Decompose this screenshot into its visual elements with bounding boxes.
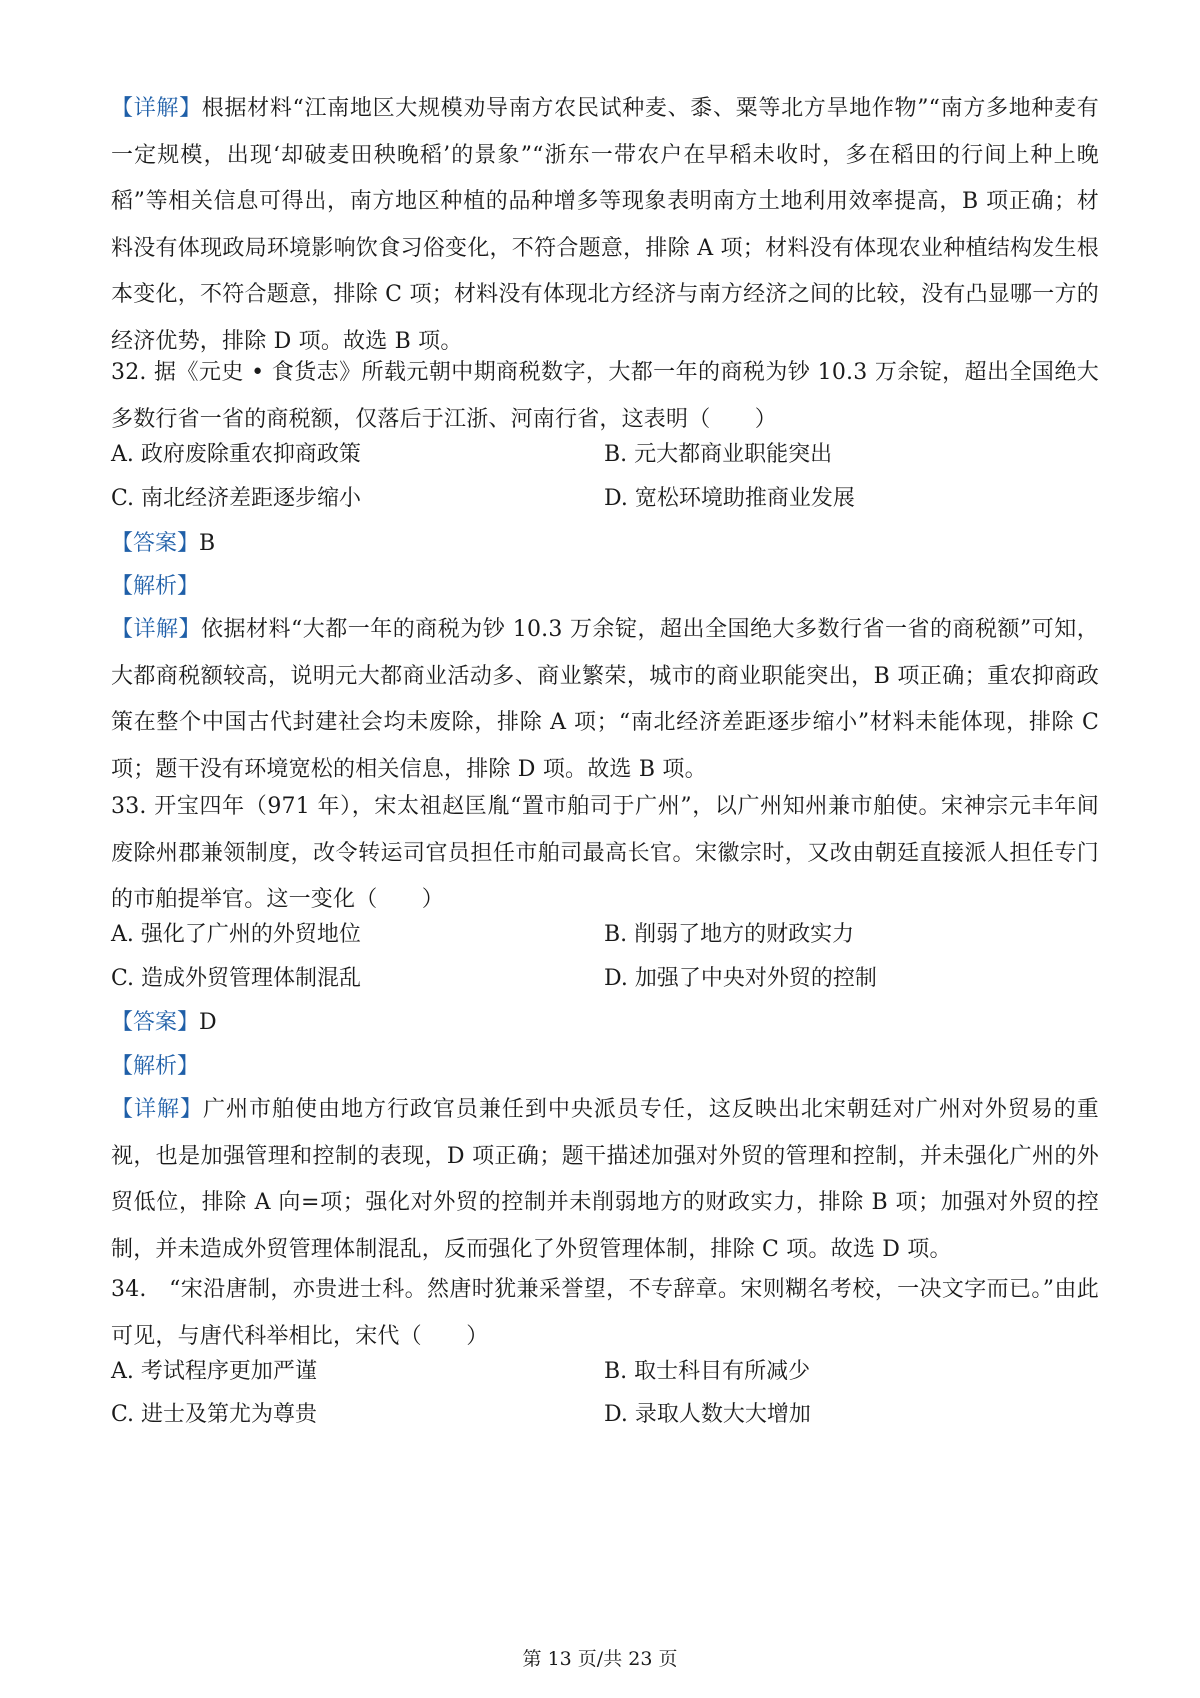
q33-option-d: D. 加强了中央对外贸的控制 [604,966,877,991]
q32-analysis-tag: 【解析】 [111,574,200,599]
q31-detail-text: 根据材料“江南地区大规模劝导南方农民试种麦、黍、粟等北方旱地作物”“南方多地种麦有一定规模，出现‘却破麦田秧晚稻’的景象”“浙东一带农户在早稻未收时，多在稻田的行间上种上晚稻”等相关信息可得出，南方地区种植的品种增多等现象表明南方土地利用效率提高，B 项正确；材料没有体现政局环境影响饮食习俗变化，不符合题意，排除 A 项；材料没有体现农业种植结构发生根本变化，不符合题意，排除 C 项；材料没有体现北方经济与南方经济之间的比较，没有凸显哪一方的经济优势，排除 D 项。故选 B 项。 [111,96,1099,354]
q33-analysis-tag: 【解析】 [111,1054,200,1079]
answer-tag: 【答案】 [111,531,200,556]
detail-tag: 【详解】 [111,617,202,642]
detail-tag: 【详解】 [111,96,202,121]
q32-answer [111,529,215,559]
q33-detail [111,1087,1099,1273]
q34-option-d: D. 录取人数大大增加 [604,1402,811,1427]
q32-stem: 32. 据《元史 • 食货志》所载元朝中期商税数字，大都一年的商税为钞 10.3 万余锭，超出全国绝大多数行省一省的商税额，仅落后于江浙、河南行省，这表明（ ） [111,360,1099,432]
q32-option-c: C. 南北经济差距逐步缩小 [111,486,362,511]
q32-answer-value: B [199,531,216,556]
q33-option-c: C. 造成外贸管理体制混乱 [111,966,362,991]
q33-option-a: A. 强化了广州的外贸地位 [111,922,361,947]
q34-option-c: C. 进士及第尤为尊贵 [111,1402,318,1427]
q32-detail-text: 依据材料“大都一年的商税为钞 10.3 万余锭，超出全国绝大多数行省一省的商税额”可知，大都商税额较高，说明元大都商业活动多、商业繁荣，城市的商业职能突出，B 项正确；重农抑商政策在整个中国古代封建社会均未废除，排除 A 项；“南北经济差距逐步缩小”材料未能体现，排除 C 项；题干没有环境宽松的相关信息，排除 D 项。故选 B 项。 [111,617,1099,782]
q33-option-b: B. 削弱了地方的财政实力 [604,922,855,947]
q32-detail [111,607,1099,793]
q32-option-a: A. 政府废除重农抑商政策 [111,442,361,467]
q34-stem: 34. “宋沿唐制，亦贵进士科。然唐时犹兼采誉望，不专辞章。宋则糊名考校，一决文字而已。”由此可见，与唐代科举相比，宋代（ ） [111,1277,1099,1349]
q33-answer-value: D [199,1010,217,1035]
q34-option-a: A. 考试程序更加严谨 [111,1359,317,1384]
q32-option-b: B. 元大都商业职能突出 [604,442,833,467]
answer-tag: 【答案】 [111,1010,200,1035]
detail-tag: 【详解】 [111,1097,203,1122]
q33-stem: 33. 开宝四年（971 年），宋太祖赵匡胤“置市舶司于广州”，以广州知州兼市舶使。宋神宗元丰年间废除州郡兼领制度，改令转运司官员担任市舶司最高长官。宋徽宗时，又改由朝廷直接派人担任专门的市舶提举官。这一变化（ ） [111,794,1099,912]
q33-answer [111,1008,217,1038]
q31-detail [111,86,1099,365]
page-number: 第 13 页/共 23 页 [522,1648,678,1670]
q32-option-d: D. 宽松环境助推商业发展 [604,486,855,511]
q34-option-b: B. 取士科目有所减少 [604,1359,811,1384]
q33-detail-text: 广州市舶使由地方行政官员兼任到中央派员专任，这反映出北宋朝廷对广州对外贸易的重视，也是加强管理和控制的表现，D 项正确；题干描述加强对外贸的管理和控制，并未强化广州的外贸低位，排除 A 向=项；强化对外贸的控制并未削弱地方的财政实力，排除 B 项；加强对外贸的控制，并未造成外贸管理体制混乱，反而强化了外贸管理体制，排除 C 项。故选 D 项。 [111,1097,1099,1262]
